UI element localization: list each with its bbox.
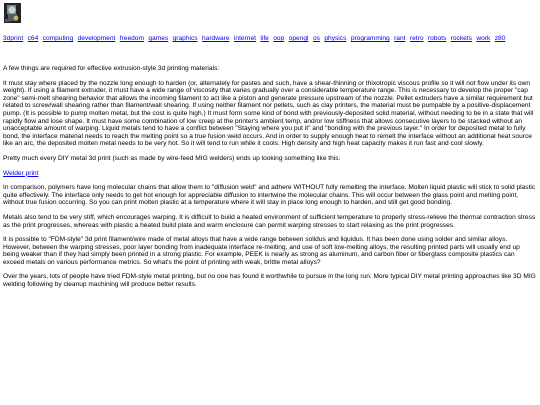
tag-link-physics[interactable]: physics — [324, 35, 347, 42]
tag-link-life[interactable]: life — [260, 35, 269, 42]
tag-link-freedom[interactable]: freedom — [119, 35, 144, 42]
author-avatar[interactable] — [4, 3, 21, 23]
tag-list — [3, 35, 536, 43]
tag-link-graphics[interactable]: graphics — [172, 35, 198, 42]
tag-link-internet[interactable]: internet — [233, 35, 256, 42]
tag-link-c64[interactable]: c64 — [27, 35, 39, 42]
tag-link-computing[interactable]: computing — [42, 35, 74, 42]
paragraph-link — [3, 170, 536, 178]
article-body — [3, 65, 536, 289]
paragraph-polymers: In comparison, polymers have long molecular chains that allow them to "diffusion weld" and adhere WITHOUT fully remelting the interface. Molten liquid plastic will stick to solid plastic quite effectively. The interface only needs to get hot enough for appreciable diffusion to intertwine the molecular chains. This will occur between the glass point and melting point, without true fusion occurring. So you can print molten plastic at a temperature where it will stay in place long enough to harden, and still get good bonding. — [3, 184, 536, 207]
tag-link-games[interactable]: games — [148, 35, 169, 42]
tag-link-3dprint[interactable]: 3dprint — [3, 35, 24, 42]
paragraph-conclusion: Over the years, lots of people have tried FDM-style metal printing, but no one has found it worthwhile to pursue in the long run. More typical DIY metal printing approaches like 3D MIG welding following by cleanup machining will produce better results. — [3, 273, 536, 289]
paragraph-diy-metal: Pretty much every DIY metal 3d print (such as made by wire-feed MIG welders) ends up looking something like this: — [3, 154, 341, 162]
paragraph-intro: A few things are required for effective extrusion-style 3d printing materials: — [3, 65, 220, 72]
tag-link-development[interactable]: development — [77, 35, 116, 42]
tag-link-z80[interactable]: z80 — [494, 35, 506, 42]
tag-link-rant[interactable]: rant — [394, 35, 406, 42]
tag-link-retro[interactable]: retro — [409, 35, 424, 42]
tag-link-robots[interactable]: robots — [427, 35, 447, 42]
tag-link-hardware[interactable]: hardware — [202, 35, 230, 42]
tag-link-opengl[interactable]: opengl — [288, 35, 309, 42]
tag-link-programming[interactable]: programming — [350, 35, 390, 42]
paragraph-stiffness: Metals also tend to be very stiff, which encourages warping. It is difficult to build a heated environment of sufficient temperature to properly stress-relieve the thermal contraction stress as the print progresses, whereas with plastic a heated build plate and warm enclosure can permit warping stresses to start relaxing as the print progresses. — [3, 213, 536, 229]
tag-link-rockets[interactable]: rockets — [450, 35, 472, 42]
paragraph-fdm-metal: It is possible to "FDM-style" 3d print filament/wire made of metal alloys that have a wide range between solidus and liquidus. It has been done using solder and similar alloys. However, between the warping stresses, poor layer bonding from inadequate interface re-melting, and use of soft low-melting alloys, the resulting printed parts will usually end up being weaker than if they had simply been printed in a strong plastic. For example, PEEK is nearly as strong as aluminum, and carbon fiber or fiberglass composite plastics can exceed metals on various performance metrics. So what's the point of printing with weak, brittle metal alloys? — [3, 236, 520, 266]
tag-link-work[interactable]: work — [476, 35, 491, 42]
tag-link-os[interactable]: os — [312, 35, 320, 42]
paragraph-requirements: It must stay where placed by the nozzle long enough to harden (or, alternately for pastes and such, have a shear-thinning or thixotropic viscous profile so it will not flow under its own weight). If using a filament extruder, it must have a wide range of viscosity that varies gradually over a considerable temperature range. This is necessary to develop the proper "cap zone" semi-melt shearing behavior that allows the incoming filament to act like a piston and generate pressure upstream of the nozzle. Pellet extruders have a similar requirement but related to screw/wall shearing rather than filament/wall shearing. If using neither filament nor pellets, such as clay printers, the material must be pumpable by a positive-displacement pump. (It is possible to pump molten metal, but the cost is quite high.) It must form some kind of bond with previously-deposited solid material, without needing to be in a state that will rapidly flow and lose shape. It must have some combination of low creep at the printer's ambient temp, and/or low stiffness that allows consecutive layers to be stacked without an unacceptable amount of warping. Liquid metals tend to have a conflict between "Staying where you put it" and "bonding with the previous layer." In order for deposited metal to fully bond, the interface material needs to reach the melting point so a true fusion weld occurs. And in order to supply enough heat to remelt the interface without an additional heat source like an arc, the deposited molten metal needs to be very hot. So it will tend to run while it cools. High density and high heat capacity makes it run fast and cool slowly. — [3, 79, 534, 148]
welder-print-link[interactable]: Welder print — [3, 169, 39, 177]
tag-link-oop[interactable]: oop — [273, 35, 285, 42]
